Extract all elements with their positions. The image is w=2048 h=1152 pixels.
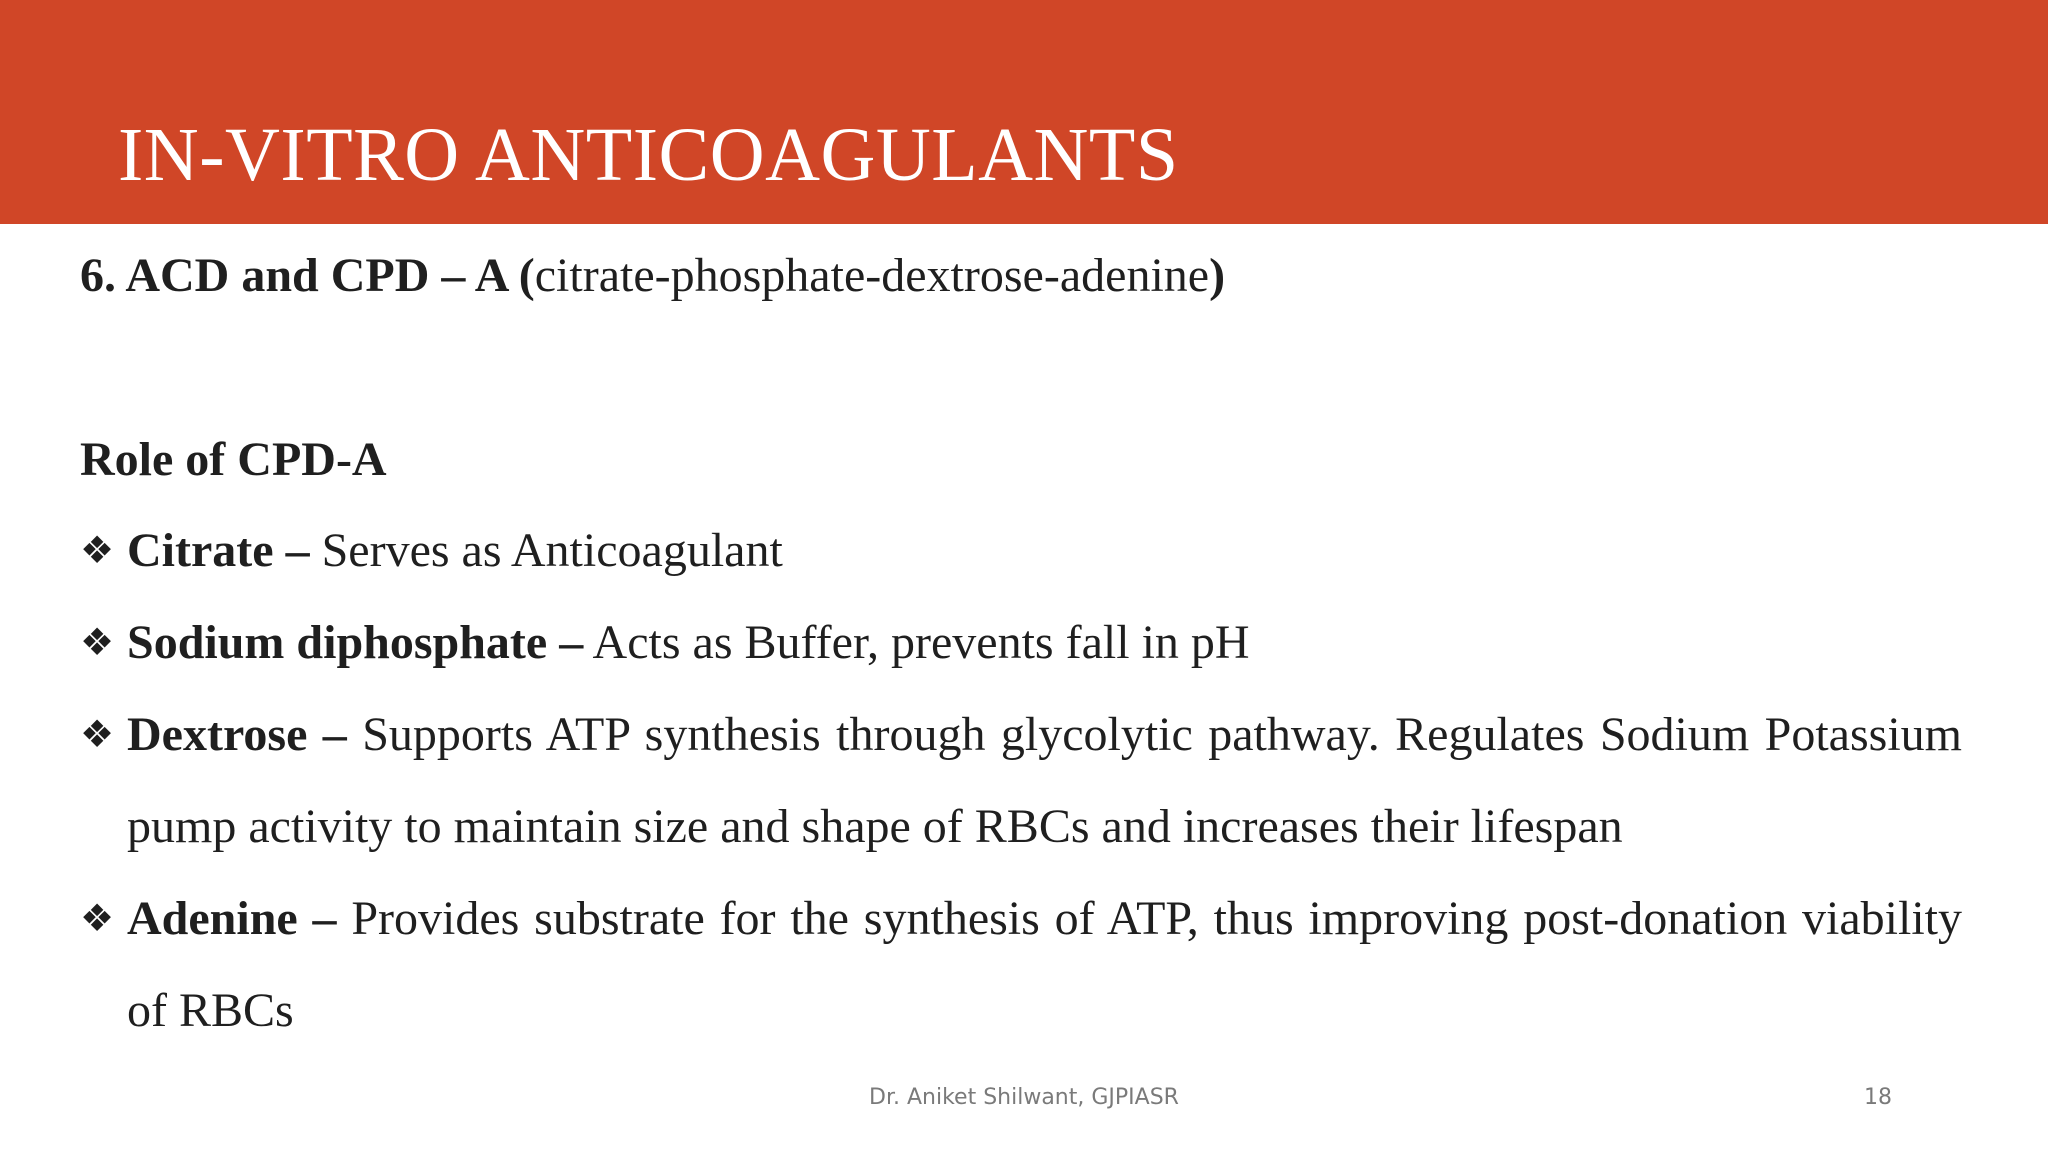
- diamond-bullet-icon: ❖: [80, 714, 115, 756]
- bullet-description: Acts as Buffer, prevents fall in pH: [592, 616, 1250, 669]
- page-number: 18: [1864, 1085, 1892, 1110]
- bullet-text: [127, 505, 1962, 597]
- slide-title: IN-VITRO ANTICOAGULANTS: [118, 113, 1179, 197]
- bullet-term: Dextrose –: [127, 708, 347, 761]
- subheading: Role of CPD-A: [80, 433, 387, 486]
- bullet-term: Citrate –: [127, 524, 310, 577]
- bullet-description: Serves as Anticoagulant: [321, 524, 783, 577]
- bullet-description: Supports ATP synthesis through glycolytic pathway. Regulates Sodium Potassium pump activity to maintain size and shape of RBCs and increases their lifespan: [127, 708, 1963, 853]
- title-bar: [0, 0, 2048, 224]
- bullet-item-sodium-diphosphate: [80, 597, 1962, 689]
- bullet-item-dextrose: [80, 689, 1962, 873]
- bullet-description: Provides substrate for the synthesis of ATP, thus improving post-donation viability of RBCs: [127, 892, 1963, 1037]
- section-heading-expansion: citrate-phosphate-dextrose-adenine: [534, 249, 1210, 302]
- footer-author: Dr. Aniket Shilwant, GJPIASR: [869, 1085, 1179, 1110]
- section-heading-bold: 6. ACD and CPD – A (: [80, 249, 535, 302]
- bullet-term: Sodium diphosphate –: [127, 616, 584, 669]
- bullet-term: Adenine –: [127, 892, 337, 945]
- diamond-bullet-icon: ❖: [80, 530, 115, 572]
- diamond-bullet-icon: ❖: [80, 622, 115, 664]
- bullet-item-citrate: [80, 505, 1962, 597]
- diamond-bullet-icon: ❖: [80, 898, 115, 940]
- section-heading-close: ): [1209, 249, 1226, 302]
- bullet-text: [127, 597, 1962, 689]
- bullet-text: [127, 873, 1962, 1057]
- section-heading: [80, 246, 1225, 306]
- bullet-text: [127, 689, 1962, 873]
- bullet-item-adenine: [80, 873, 1962, 1057]
